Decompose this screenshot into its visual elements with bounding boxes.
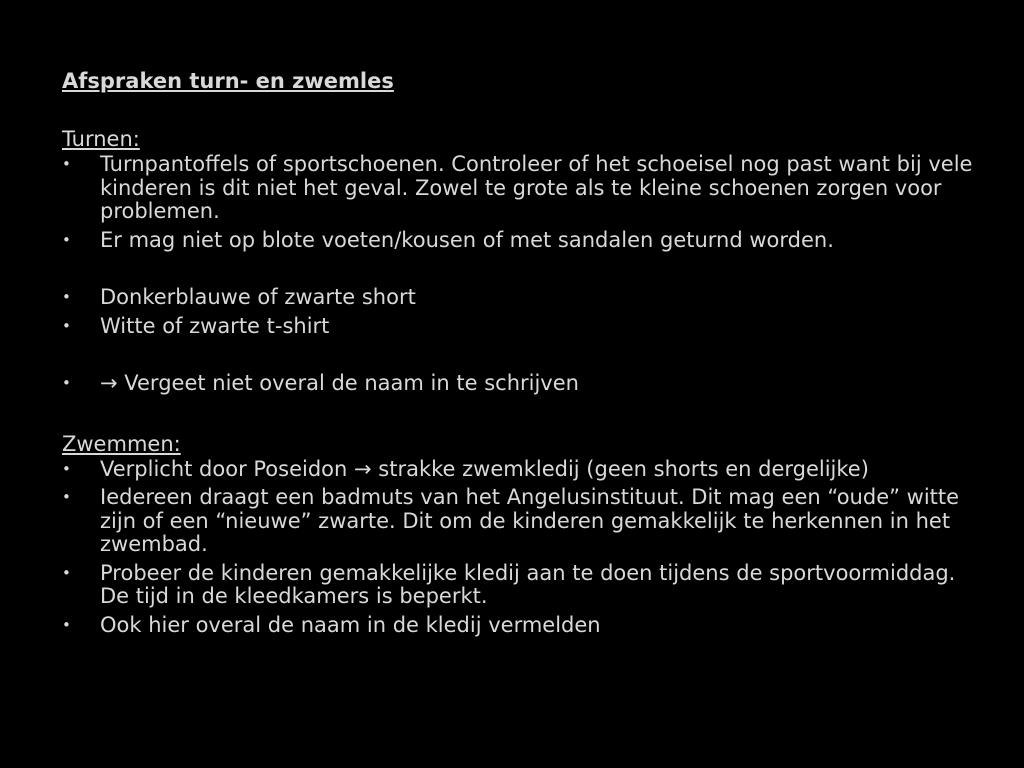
bullet-icon: • [62, 230, 71, 249]
turnen-list [62, 153, 982, 252]
list-item [62, 562, 982, 609]
spacer [62, 343, 982, 372]
list-item [62, 286, 982, 310]
list-item-text: Turnpantoffels of sportschoenen. Controleer of het schoeisel nog past want bij vele kinderen is dit niet het geval. Zowel te grote als te kleine schoenen zorgen voor problemen. [100, 152, 973, 223]
bullet-icon: • [62, 374, 71, 392]
list-item-text: Donkerblauwe of zwarte short [100, 285, 416, 309]
list-item [62, 486, 982, 557]
bullet-icon: • [62, 615, 71, 634]
spacer [62, 401, 982, 430]
bullet-icon: • [62, 459, 71, 478]
list-item-text: Ook hier overal de naam in de kledij vermelden [100, 612, 601, 637]
list-item-text: Iedereen draagt een badmuts van het Angelusinstituut. Dit mag een “oude” witte zijn of een “nieuwe” zwarte. Dit om de kinderen gemakkelijk te herkennen in het zwembad. [100, 485, 960, 556]
list-item-text: → Vergeet niet overal de naam in te schrijven [100, 371, 579, 395]
turnen-note-list [62, 372, 982, 396]
bullet-icon: • [62, 288, 71, 306]
list-item-text: Er mag niet op blote voeten/kousen of met sandalen geturnd worden. [100, 227, 834, 252]
list-item-text: Witte of zwarte t-shirt [100, 313, 330, 338]
bullet-icon: • [62, 316, 71, 335]
list-item [62, 614, 982, 638]
list-item [62, 229, 982, 253]
bullet-icon: • [62, 155, 71, 173]
slide-title: Afspraken turn- en zwemles [62, 69, 394, 93]
zwemmen-list [62, 458, 982, 638]
list-item [62, 458, 982, 482]
list-item-text: Probeer de kinderen gemakkelijke kledij aan te doen tijdens de sportvoormiddag. De tijd in de kleedkamers is beperkt. [100, 560, 956, 608]
list-item [62, 153, 982, 224]
section-heading-turnen: Turnen: [62, 127, 140, 151]
bullet-icon: • [62, 488, 71, 506]
bullet-icon: • [62, 563, 71, 582]
list-item [62, 372, 982, 396]
turnen-clothing-list [62, 286, 982, 338]
slide-content [62, 66, 982, 642]
section-heading-zwemmen: Zwemmen: [62, 431, 181, 456]
list-item [62, 315, 982, 339]
spacer [62, 257, 982, 286]
list-item-text: Verplicht door Poseidon → strakke zwemkledij (geen shorts en dergelijke) [100, 456, 869, 481]
